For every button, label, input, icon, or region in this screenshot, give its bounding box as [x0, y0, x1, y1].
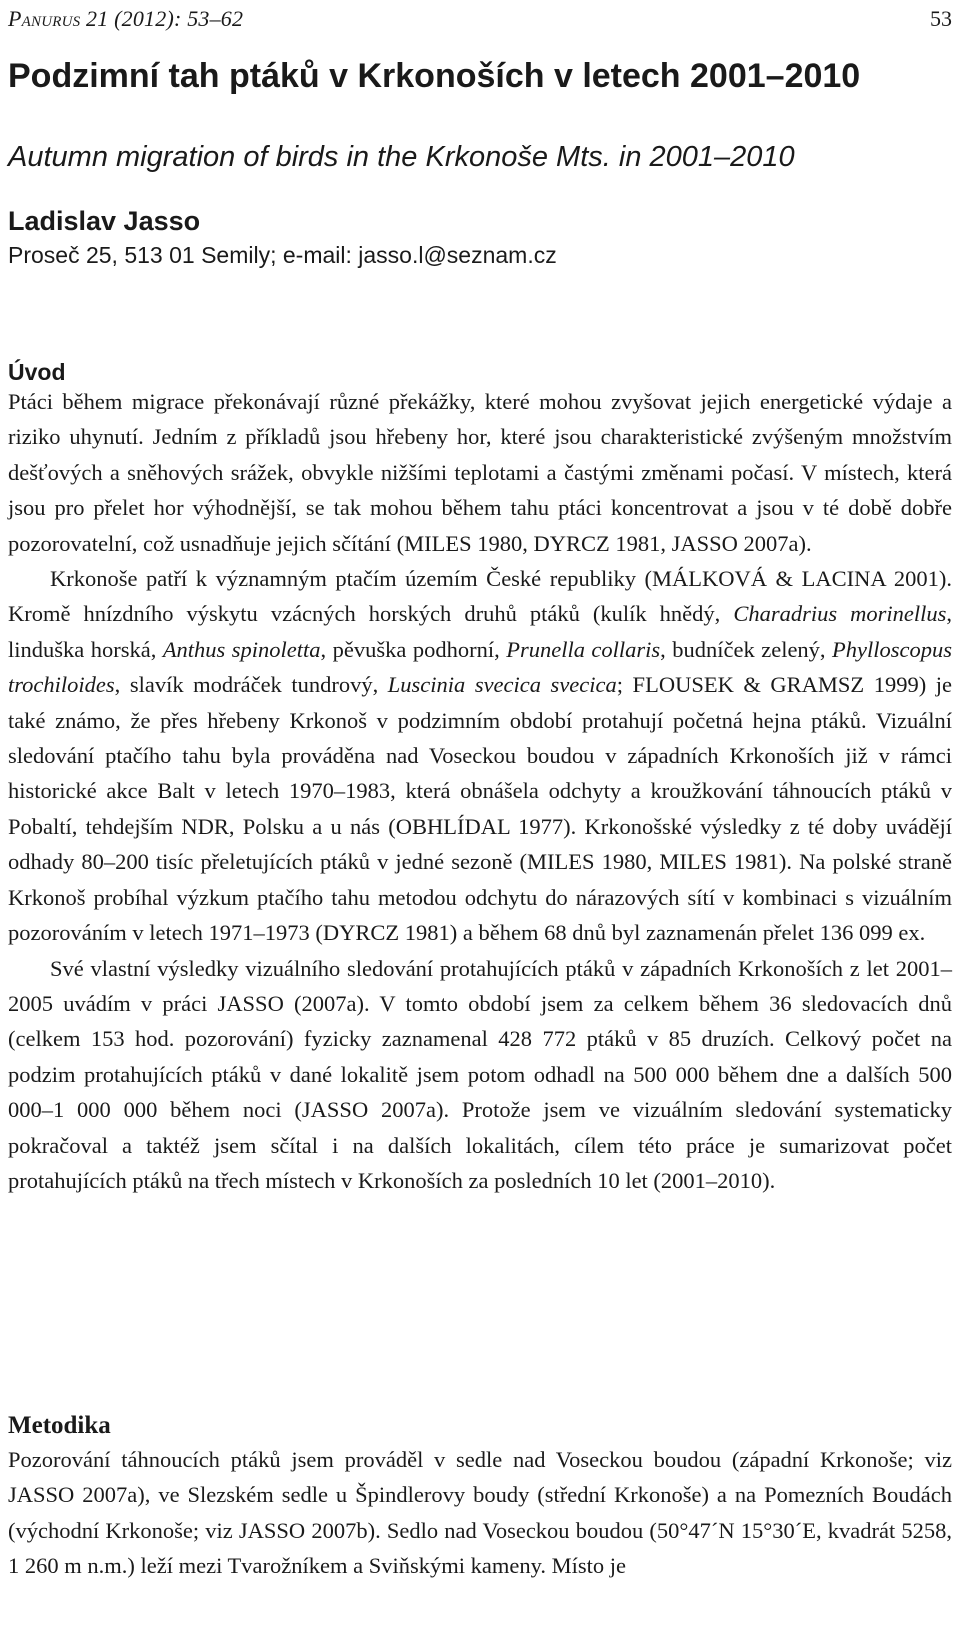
section-body-uvod	[8, 384, 952, 1198]
text-run: , pěvuška podhorní,	[320, 636, 507, 662]
running-head	[8, 2, 952, 36]
paragraph-metodika-1: Pozorování táhnoucích ptáků jsem prováděl v sedle nad Voseckou boudou (západní Krkonoše; viz JASSO 2007a), ve Slezském sedle u Špindlerovy boudy (střední Krkonoše) a na Pomezních Boudách (východní Krkonoše; viz JASSO 2007b). Sedlo nad Voseckou boudou (50°47´N 15°30´E, kvadrát 5258, 1 260 m n.m.) leží mezi Tvarožníkem a Sviňskými kameny. Místo je	[8, 1447, 952, 1579]
species-name: Anthus spinoletta	[162, 636, 321, 662]
text-run: ; FLOUSEK & GRAMSZ 1999) je také známo, že přes hřebeny Krkonoš v podzimním období protahují početná hejna ptáků. Vizuální sledování ptačího tahu byla prováděna nad Voseckou boudou v západních Krkonoších již v rámci historické akce Balt v letech 1970–1983, která obnášela odchyty a kroužkování táhnoucích ptáků v Pobaltí, tehdejším NDR, Polsku a u nás (OBHLÍDAL 1977). Krkonošské výsledky z té doby uvádějí odhady 80–200 tisíc přeletujících ptáků v jedné sezoně (MILES 1980, MILES 1981). Na polské straně Krkonoš probíhal výzkum ptačího tahu metodou odchytu do nárazových sítí v kombinaci s vizuálním pozorováním v letech 1971–1973 (DYRCZ 1981) a během 68 dnů byl zaznamenán přelet 136 099 ex.	[8, 672, 952, 946]
paragraph-uvod-3: Své vlastní výsledky vizuálního sledování protahujících ptáků v západních Krkonoších z let 2001–2005 uvádím v práci JASSO (2007a). V tomto období jsem za celkem během 36 sledovacích dnů (celkem 153 hod. pozorování) fyzicky zaznamenal 428 772 ptáků v 85 druzích. Celkový počet na podzim protahujících ptáků v dané lokalitě jsem potom odhadl na 500 000 během dne a dalších 500 000–1 000 000 během noci (JASSO 2007a). Protože jsem ve vizuálním sledování systematicky pokračoval a taktéž jsem sčítal i na dalších lokalitách, cílem této práce je sumarizovat počet protahujících ptáků na třech místech v Krkonoších za posledních 10 let (2001–2010).	[8, 955, 952, 1193]
paragraph-uvod-1: Ptáci během migrace překonávají různé překážky, které mohou zvyšovat jejich energetické výdaje a riziko uhynutí. Jedním z příkladů jsou hřebeny hor, které jsou charakteristické zvýšeným množstvím dešťových a sněhových srážek, obvykle nižšími teplotami a častými změnami počasí. V místech, která jsou pro přelet hor výhodnější, se tak mohou během tahu ptáci koncentrovat a jsou v té době dobře pozorovatelní, což usnadňuje jejich sčítání (MILES 1980, DYRCZ 1981, JASSO 2007a).	[8, 389, 952, 556]
species-name: Prunella collaris	[506, 636, 661, 662]
journal-citation: Panurus 21 (2012): 53–62	[8, 6, 244, 31]
text-run: , budníček zelený,	[660, 636, 833, 662]
text-run: , slavík modráček tundrový,	[114, 672, 388, 698]
species-name: Charadrius morinellus	[733, 601, 947, 627]
paragraph-uvod-2	[8, 561, 952, 950]
page-number: 53	[930, 6, 952, 31]
section-heading-uvod: Úvod	[8, 359, 66, 385]
article-title-english: Autumn migration of birds in the Krkonoše Mts. in 2001–2010	[8, 141, 795, 173]
species-name: Luscinia svecica svecica	[387, 672, 617, 698]
author-name: Ladislav Jasso	[8, 206, 201, 236]
author-address: Proseč 25, 513 01 Semily; e-mail: jasso.l@seznam.cz	[8, 242, 557, 268]
section-body-metodika	[8, 1442, 952, 1584]
species-name: Phylloscopus trochiloides	[8, 636, 953, 698]
text-run: Krkonoše patří k významným ptačím územím České republiky (MÁLKOVÁ & LACINA 2001). Kromě hnízdního výskytu vzácných horských druhů ptáků (kulík hnědý,	[8, 566, 952, 627]
article-title: Podzimní tah ptáků v Krkonoších v letech 2001–2010	[8, 57, 861, 95]
text-run: , linduška horská,	[8, 601, 953, 662]
section-heading-metodika: Metodika	[8, 1412, 111, 1439]
